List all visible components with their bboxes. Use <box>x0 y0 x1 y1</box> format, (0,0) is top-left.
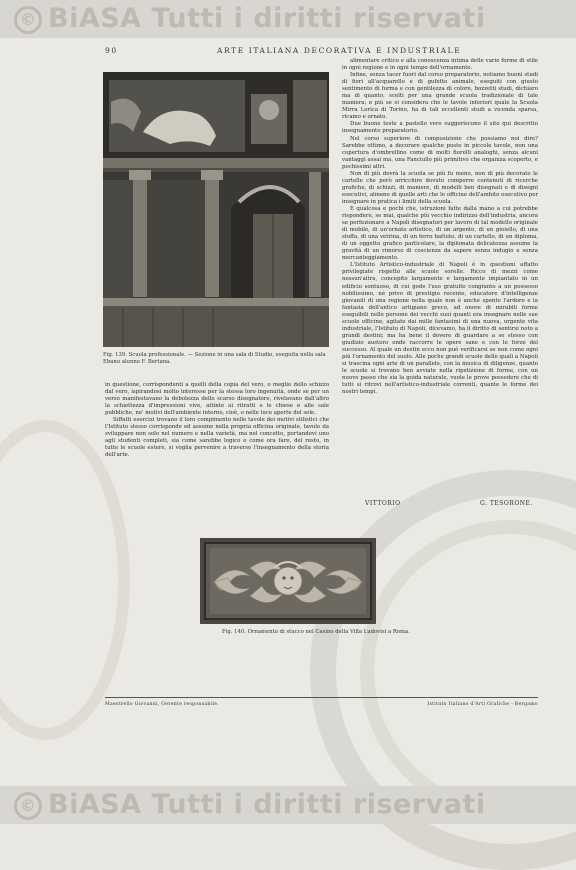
figure-140-stucco-panel <box>200 538 376 624</box>
watermark-text: BiASA Tutti i diritti riservati <box>48 789 486 820</box>
interior-photo-image <box>103 72 329 347</box>
article-right-column <box>342 58 538 396</box>
journal-title: ARTE ITALIANA DECORATIVA E INDUSTRIALE <box>217 46 462 55</box>
paragraph: Siffatti esercizi trovano il loro compimento nelle tavole dei motivi stilistici che l'Istituto stesso corrisponde ed assume nella propria officina originale, tavole da sviluppare non solo nel numero e nella varietà, ma nel concetto, portandovi uno agli studenti completi, sia come sarebbe logico e come ora fare, del resto, in tutte le scuole estere, si voglia pervenire a traverso l'insegnamento della storia dell'arte. <box>105 417 329 459</box>
paragraph: Infine, senza tacer fuori dal corso preparatorio, notiamo buoni studi di fiori all'acquarello e di gufetto animale, eseguiti con giusto sentimento di forma e con gentilezza di colore, bozzetti studi, dichiaro ma di quanto, scelti per una grande scuola tradizionale di tale maniera; e più se si considera che le tavole inferiori quale la Scuola Mirra Lorica di Torino, ha di tali eccellenti studi a vicenda sparsa, ricamo e ornato. <box>342 72 538 121</box>
paragraph: Nel corso superiore di composizione che possiamo noi dire? Sarebbe ottimo, a decorare qualche posto in piccole tavole, non una copertura d'ombrellino come di molti fiorelli analoghi, senza alcuni vantaggi assai ma, una Fanciullo più primitivo che organiza scoperto, e pochissimi altri. <box>342 135 538 170</box>
paragraph: Due buone teste a pastello vero suggeriscono il sito qui descritto insegnamento preparatorio. <box>342 121 538 135</box>
article-left-column <box>105 382 329 460</box>
watermark-text: BiASA Tutti i diritti riservati <box>48 3 486 34</box>
copyright-icon: © <box>14 792 42 820</box>
paragraph: in questione, corrispondenti a quelli della copia del vero, o meglio dello schizzo dal vero, ispirandosi molto interesse per la stessa loro ingenuità, onde se per un verso manifestavano la debolezza dello scarso disegnatore, rivelavano dall'altro la schiettezza d'impressioni vive, attinte ai ritratti e le chiese e alle sale pubbliche, ne' motivi dell'ambiente interno, cioè, o nelle luce aperte del sole. <box>105 382 329 417</box>
footer-publisher: Maestrello Giovanni, Gerente responsabile. <box>105 702 219 707</box>
paragraph: Non di più dovrà la scuola se più fu meno, non di più decorato le cartelle che però arricchire dovuto comporre contenuti di ricerche grafiche, di schizzi, di maniere, di modelli ben disegnati e di disegni esecutivi, almeno di quelle arti che le officine dell'ambito esecutivo per insegnare in pratica i limiti della scuola. <box>342 170 538 205</box>
page-number: 90 <box>105 46 118 55</box>
signature-left: VITTORIO <box>365 500 401 507</box>
author-signature: G. TESORONE. <box>480 500 533 507</box>
watermark-top <box>0 0 576 38</box>
page-footer <box>105 697 538 707</box>
stucco-ornament-image <box>200 538 376 624</box>
watermark-bottom <box>0 786 576 824</box>
library-stamp-left-ring <box>0 420 130 740</box>
figure-140-caption: Fig. 140. Ornamento di stucco nel Casino della Villa Ludovisi a Roma. <box>222 629 410 635</box>
paragraph: E qualcosa e pochi che, istruzioni fatte dalla mano a cui potrebbe rispondere, se mai, qualche più vecchio indirizzo dell'industria, ancora se perfezionare a Napoli disegnatori per lavoro di tal modello originale di mobile, di un'ornato artistico, di un argento, di un gioiello, di una stoffa, di una vetrina, di un ferro battuto, di un cartello, di un diploma, di un oggetto grafico particolare, la diplomata delicatezza assume la gravità di un rimorso di coscienza da sapere senza indugio e senza mercanteggiamento. <box>342 205 538 262</box>
footer-printer: Istituto Italiano d'Arti Grafiche - Bergamo <box>427 702 538 707</box>
copyright-icon: © <box>14 6 42 34</box>
paragraph: alimentare critico e alla conoscenza intima delle varie forme di stile in ogni regione e in ogni tempo dell'ornamento. <box>342 58 538 72</box>
figure-139-caption: Fig. 139. Scuola professionale. — Sezione in una sala di Studio, eseguita nella sala Ebano alunno F. Bertana. <box>103 352 326 365</box>
paragraph: L'Istituto Artistico-industriale di Napoli è in questioni affatto privilegiate rispetto alle scuole sorelle. Ricco di mezzi come nessun'altra, concepito largamente e largamente impiantato in un edificio sontuoso, di cui gode l'uso gratuito congiunto a un possesso nobilissimo, nè privo di prestigio recente, educatore d'intelligenze giovanili di una regione nella quale non è anche spento l'ardore e la fantasia dell'antico artigiano greco, ad onore di mirabili forme eseguibili nelle persone dei vecchi suoi quanti era insegnare nelle sue scuole officine, agitato dai mille fantasimi di una nuova, urgente vita industriale, l'Istituto di Napoli, dicevamo, ha il diritto di sentirsi noto a grandi destini; ma ha bene il dovere di guardare a se stesso con giudizio austero onde raccorre le opere sane e con le forze del successo. Al quale un destin ecco non può verificarsi se non come ogni più l'ornamento del suolo. Alle poche grandi scuole delle quali a Napoli si trascina ogni arte di un parallelo, con la musica di diligenze, quanto le scuole si trovano ben avviate nella ripetizione di forme, con un nuovo passo che sia la guida naturale, vuole le prove possedere che di tutti si ritrovi nell'artistico-industriale correnti, quante le forme dei nostri tempi. <box>342 262 538 396</box>
figure-139-photo <box>103 72 329 347</box>
